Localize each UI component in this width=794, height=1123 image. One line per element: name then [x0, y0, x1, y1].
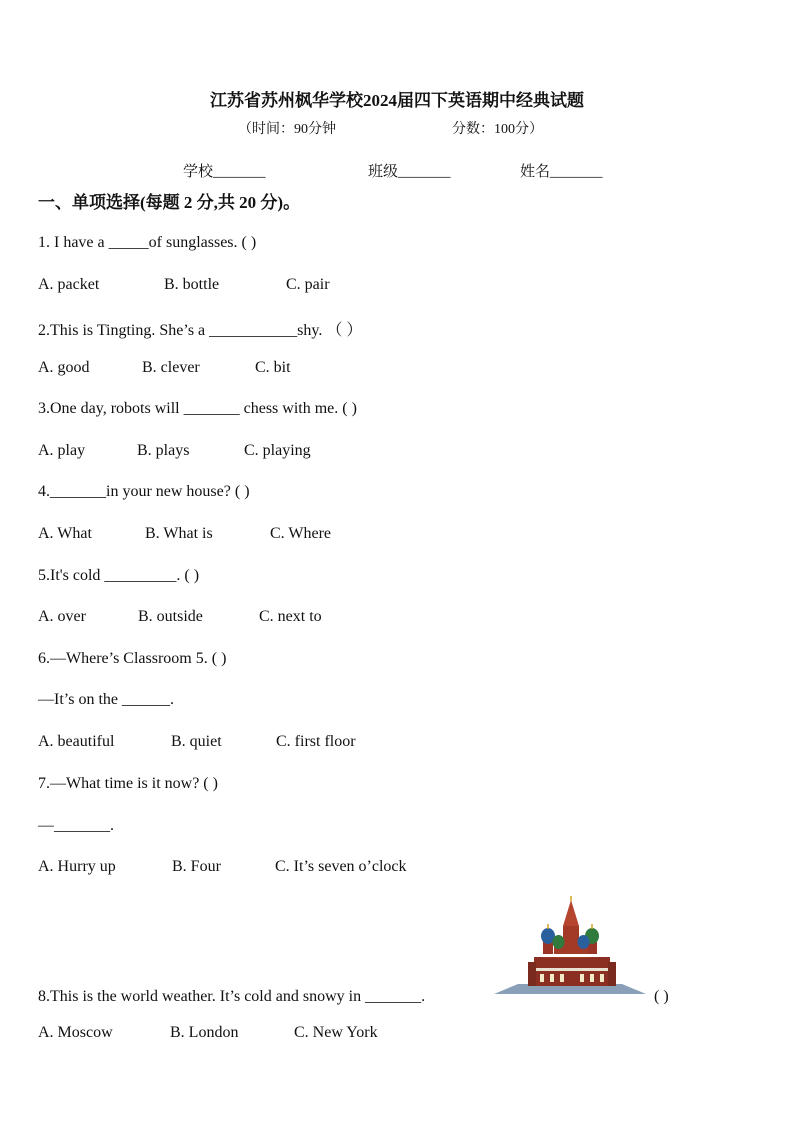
option-5b: B. outside [138, 608, 203, 625]
question-6: 6.—Where’s Classroom 5. ( ) [38, 650, 227, 667]
cathedral-image [494, 896, 646, 996]
question-8: 8.This is the world weather. It’s cold and snowy in _______. [38, 988, 426, 1005]
option-7b: B. Four [172, 858, 221, 875]
option-3b: B. plays [137, 442, 190, 459]
question-2: 2.This is Tingting. She’s a ___________shy. （ ） [38, 322, 363, 339]
question-4: 4._______in your new house? ( ) [38, 483, 250, 500]
exam-time: （时间：90分钟 [238, 122, 336, 137]
option-4a: A. What [38, 525, 92, 542]
option-8b: B. London [170, 1024, 239, 1041]
option-1b: B. bottle [164, 276, 220, 293]
option-3c: C. playing [244, 442, 311, 459]
name-field: 姓名_______ [520, 164, 603, 180]
question-1: 1. I have a _____of sunglasses. ( ) [38, 234, 257, 251]
question-7: 7.—What time is it now? ( ) [38, 775, 218, 792]
question-3: 3.One day, robots will _______ chess with me. ( ) [38, 400, 357, 417]
option-3a: A. play [38, 442, 86, 459]
option-7c: C. It’s seven o’clock [275, 858, 407, 875]
class-field: 班级_______ [368, 164, 451, 180]
option-5a: A. over [38, 608, 86, 625]
option-7a: A. Hurry up [38, 858, 116, 875]
option-4b: B. What is [145, 525, 213, 542]
question-6-line2: —It’s on the ______. [38, 691, 174, 708]
option-8c: C. New York [294, 1024, 378, 1041]
option-6b: B. quiet [171, 733, 222, 750]
question-5: 5.It's cold _________. ( ) [38, 567, 200, 584]
option-5c: C. next to [259, 608, 322, 625]
option-6a: A. beautiful [38, 733, 115, 750]
question-8-answer-paren: ( ) [654, 988, 669, 1005]
option-2b: B. clever [142, 359, 200, 376]
option-6c: C. first floor [276, 733, 356, 750]
option-1c: C. pair [286, 276, 330, 293]
section-title: 一、单项选择(每题 2 分,共 20 分)。 [38, 193, 301, 212]
option-8a: A. Moscow [38, 1024, 113, 1041]
option-4c: C. Where [270, 525, 332, 542]
option-2a: A. good [38, 359, 90, 376]
exam-score: 分数：100分） [452, 122, 543, 137]
option-2c: C. bit [255, 359, 291, 376]
question-7-line2: —_______. [38, 817, 114, 834]
option-1a: A. packet [38, 276, 100, 293]
school-field: 学校_______ [183, 164, 266, 180]
page-title: 江苏省苏州枫华学校2024届四下英语期中经典试题 [210, 91, 584, 110]
